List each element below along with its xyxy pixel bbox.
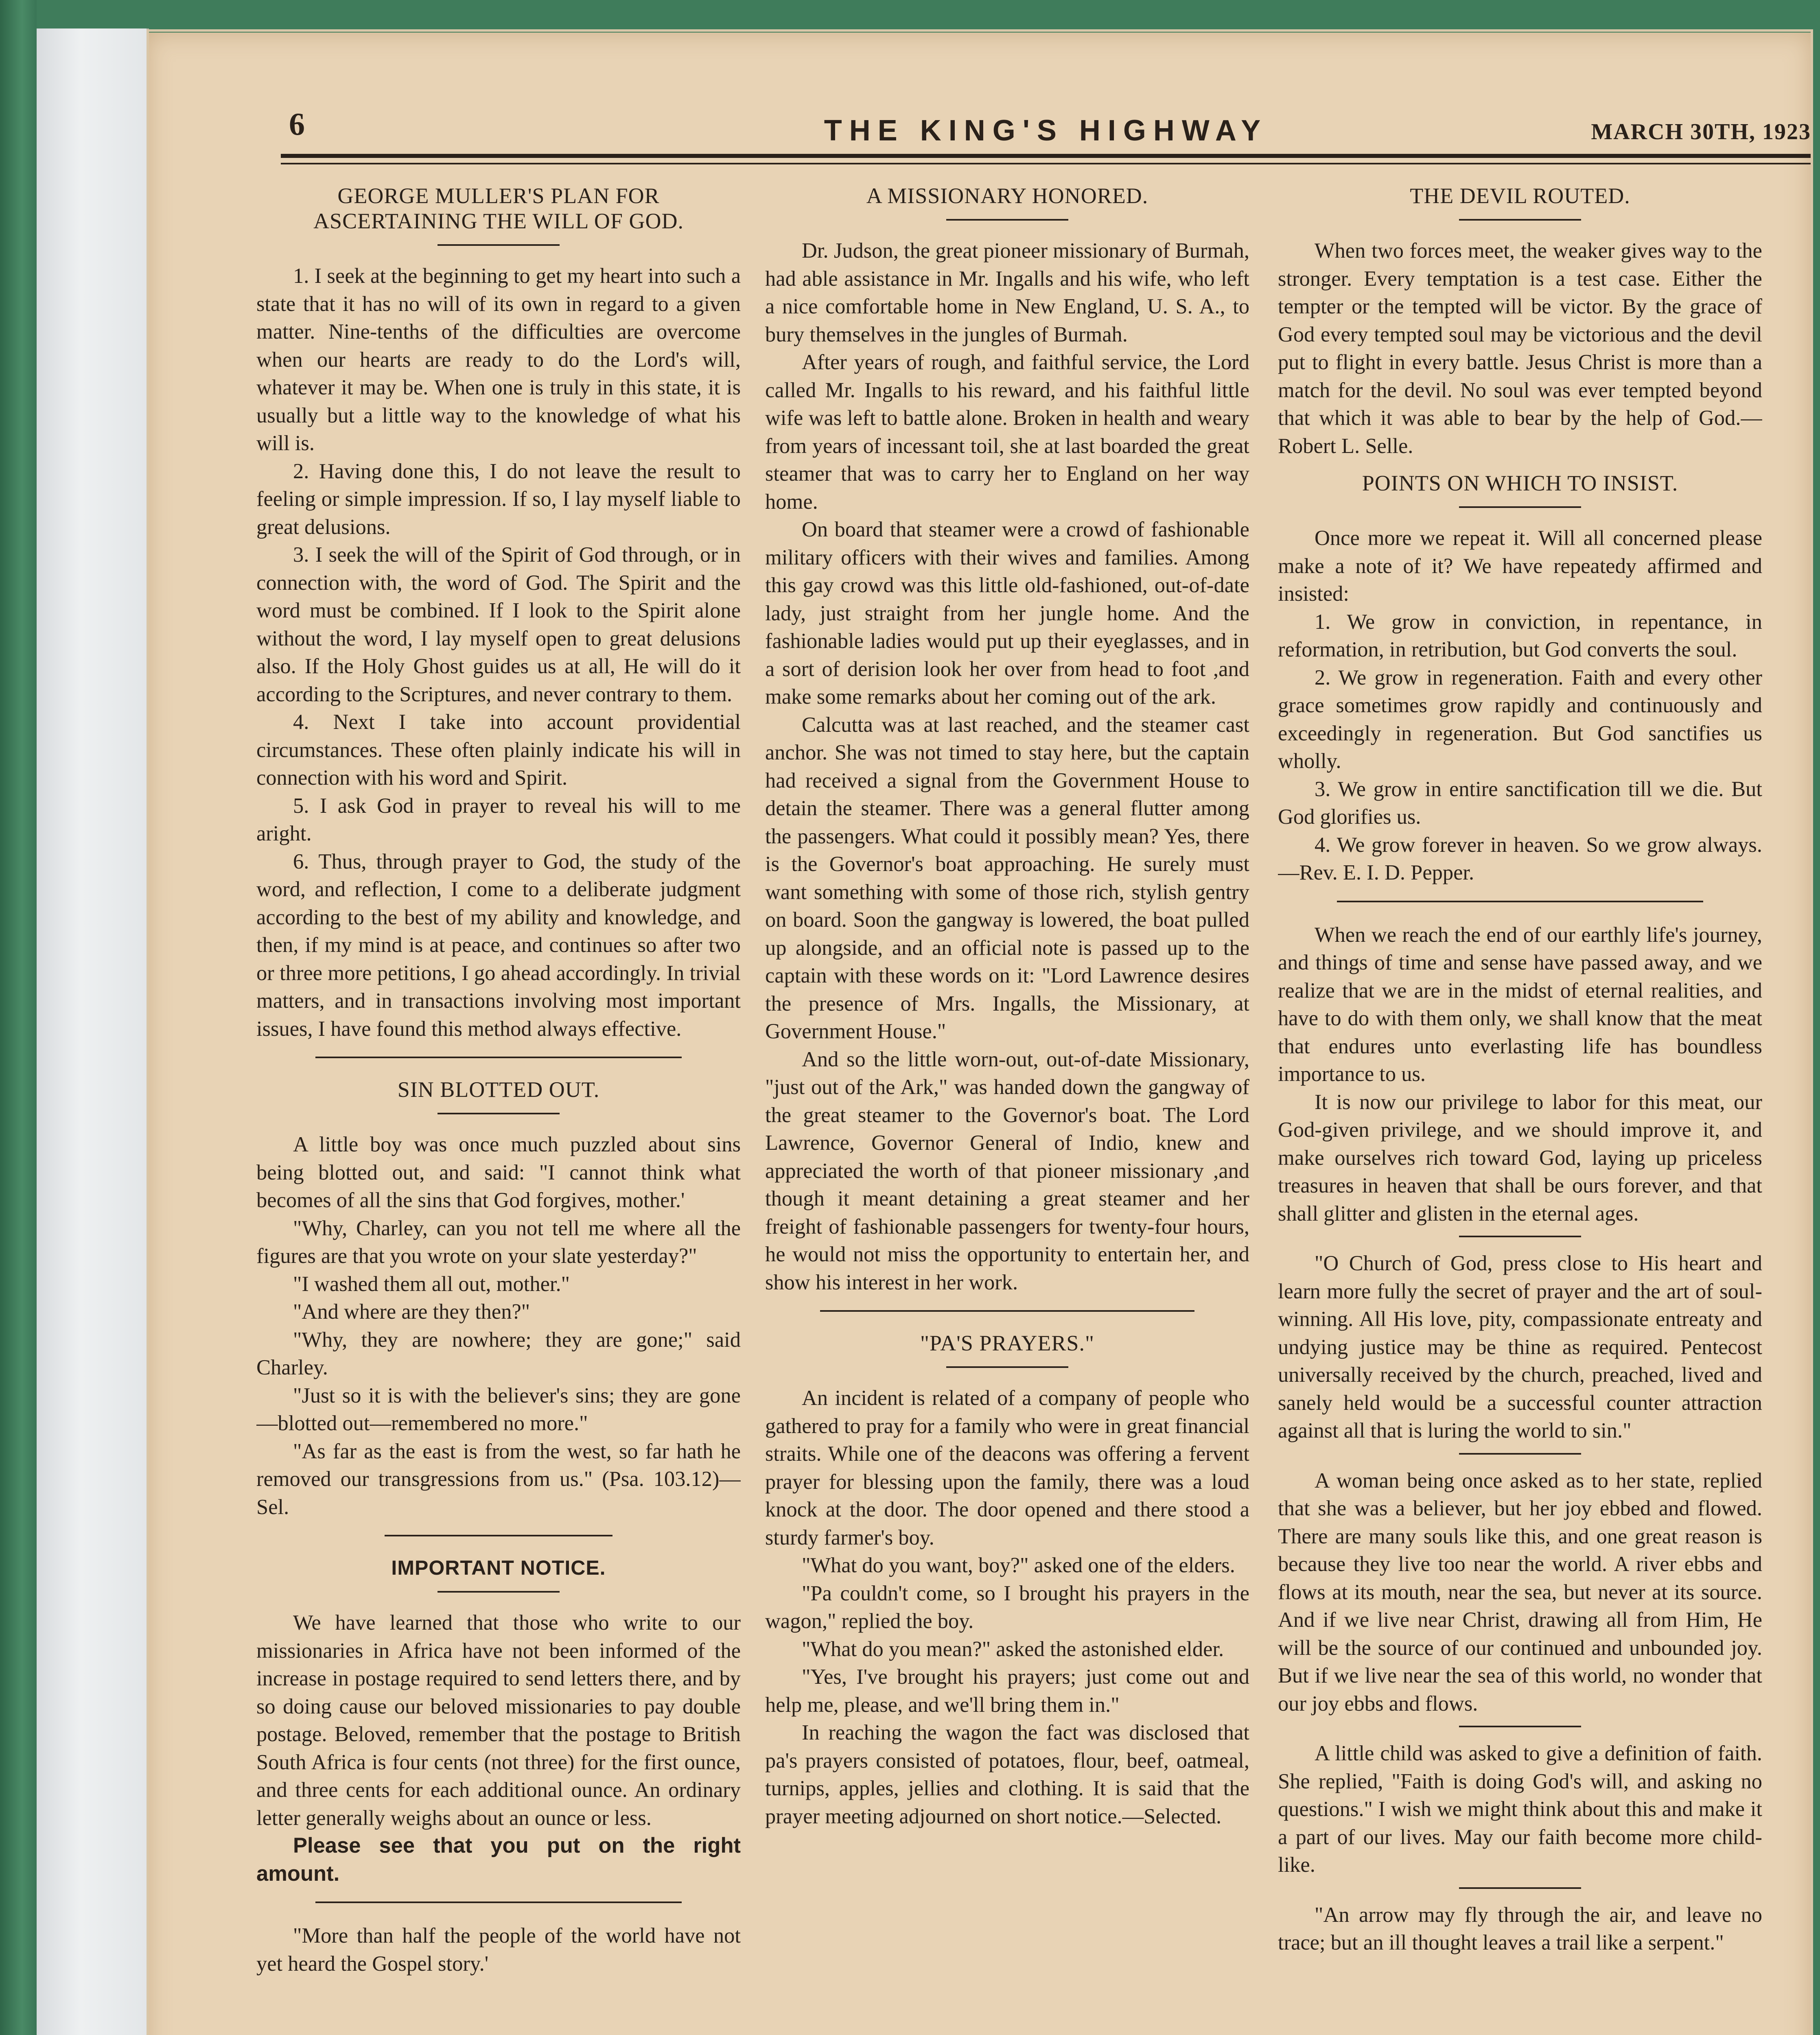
missionary-paragraph: After years of rough, and faithful service, the Lord called Mr. Ingalls to his reward, and his faithful little wife was left to battle alone. Broken in health and weary from years of incessant toil, she at last boarded the great steamer that was to carry her to England on her way home.: [765, 350, 1249, 514]
points-paragraph: Once more we repeat it. Will all concerned please make a note of it? We have repeatedy affirmed and insisted:: [1278, 526, 1762, 606]
points-paragraph: 3. We grow in entire sanctification till we die. But God glorifies us.: [1278, 777, 1762, 829]
divider: [438, 244, 560, 246]
article-title-prayers: "PA'S PRAYERS.": [920, 1331, 1095, 1355]
journey-paragraph: It is now our privilege to labor for this meat, our God-given privilege, and we should improve it, and make ourselves rich toward God, laying up priceless treasures in heaven that shall be ours forever, and that shall glitter and glisten in the eternal ages.: [1278, 1090, 1762, 1225]
divider: [1459, 1236, 1581, 1237]
article-title-missionary: A MISSIONARY HONORED.: [866, 184, 1148, 208]
divider: [438, 1591, 560, 1593]
notice-paragraph: We have learned that those who write to our missionaries in Africa have not been informed of the increase in postage required to send letters there, and by so doing cause our beloved missionaries to pay double postage. Beloved, remember that the postage to British South Africa is four cents (not three) for the first ounce, and three cents for each additional ounce. An ordinary letter generally weighs about an ounce or less.: [256, 1611, 741, 1830]
header-rule-thin: [281, 163, 1811, 164]
devil-paragraph: When two forces meet, the weaker gives way to the stronger. Every temptation is a test case. Either the tempter or the tempted will be victor. By the grace of God every tempted soul may be victorious and the devil put to flight in every battle. Jesus Christ is more than a match for the devil. No soul was ever tempted beyond that which it was able to bear by the help of God.—Robert L. Selle.: [1278, 239, 1762, 458]
missionary-paragraph: Calcutta was at last reached, and the steamer cast anchor. She was not timed to stay here, but the captain had received a signal from the Government House to detain the steamer. There was a general flutter among the passengers. What could it possibly mean? Yes, there is the Governor's boat approaching. He surely must want something with some of those rich, stylish gentry on board. Soon the gangway is lowered, the boat pulled up alongside, and an official note is passed up to the captain with these words on it: "Lord Lawrence desires the presence of Mrs. Ingalls, the Missionary, at Government House.": [765, 713, 1249, 1043]
column-1: [256, 183, 741, 2035]
sin-paragraph: "As far as the east is from the west, so far hath he removed our transgressions from us." (Psa. 103.12)—Sel.: [256, 1439, 741, 1519]
sin-paragraph: "Why, Charley, can you not tell me where all the figures are that you wrote on your slate yesterday?": [256, 1216, 741, 1268]
newspaper-page: [147, 33, 1811, 2035]
divider: [1459, 1726, 1581, 1727]
divider: [820, 1310, 1194, 1312]
article-title-muller: GEORGE MULLER'S PLAN FOR ASCERTAINING THE WILL OF GOD.: [313, 184, 684, 233]
sin-paragraph: "Just so it is with the believer's sins; they are gone—blotted out—remembered no more.": [256, 1383, 741, 1435]
prayers-paragraph: An incident is related of a company of people who gathered to pray for a family who were in great financial straits. While one of the deacons was offering a fervent prayer for blessing upon the family, there was a loud knock at the door. The door opened and there stood a sturdy farmer's boy.: [765, 1386, 1249, 1549]
closing-quote: "More than half the people of the world have not yet heard the Gospel story.': [256, 1924, 741, 1976]
divider: [315, 1902, 682, 1903]
missionary-paragraph: And so the little worn-out, out-of-date Missionary, "just out of the Ark," was handed down the gangway of the great steamer to the Governor's boat. The Lord Lawrence, Governor General of Indio, knew and appreciated the worth of that pioneer missionary ,and though it meant detaining a great steamer and her freight of fashionable passengers for twenty-four hours, he would not miss the opportunity to entertain her, and show his interest in her work.: [765, 1047, 1249, 1294]
church-paragraph: "O Church of God, press close to His heart and learn more fully the secret of prayer and the art of soul-winning. All His love, pity, compassionate entreaty and undying justice may be thine as required. Pentecost universally received by the church, preached, lived and sanely held would be a successful counter attraction against all that is luring the world to sin.": [1278, 1252, 1762, 1442]
sin-paragraph: "Why, they are nowhere; they are gone;" said Charley.: [256, 1328, 741, 1379]
divider: [385, 1535, 612, 1536]
article-title-sin: SIN BLOTTED OUT.: [397, 1077, 600, 1102]
prayers-paragraph: "Yes, I've brought his prayers; just come out and help me, please, and we'll bring them in.": [765, 1665, 1249, 1717]
header-rule-thick: [281, 154, 1811, 158]
muller-paragraph: 6. Thus, through prayer to God, the study of the word, and reflection, I come to a deliberate judgment according to the best of my ability and knowledge, and then, if my mind is at peace, and continues so after two or three more petitions, I go ahead accordingly. In trivial matters, and in transactions involving most important issues, I have found this method always effective.: [256, 849, 741, 1041]
divider: [946, 219, 1068, 221]
masthead: THE KING'S HIGHWAY: [824, 114, 1268, 147]
muller-paragraph: 3. I seek the will of the Spirit of God through, or in connection with, the word of God. The Spirit and the word must be combined. If I look to the Spirit alone without the word, I lay myself open to great delusions also. If the Holy Ghost guides us at all, He will do it according to the Scriptures, and never contrary to them.: [256, 543, 741, 706]
divider: [315, 1057, 682, 1058]
article-title-points: POINTS ON WHICH TO INSIST.: [1362, 471, 1678, 495]
divider: [438, 1113, 560, 1114]
divider: [1459, 1453, 1581, 1455]
page-header: [281, 98, 1811, 163]
sin-paragraph: A little boy was once much puzzled about sins being blotted out, and said: "I cannot think what becomes of all the sins that God forgives, mother.': [256, 1133, 741, 1212]
article-title-devil: THE DEVIL ROUTED.: [1410, 184, 1630, 208]
woman-paragraph: A woman being once asked as to her state, replied that she was a believer, but her joy ebbed and flowed. There are many souls like this, and one great reason is because they live too near the world. A river ebbs and flows at its mouth, near the sea, but never at its source. And if we live near Christ, drawing all from Him, He will be the source of our continued and unbounded joy. But if we live near the sea of this world, no wonder that our joy ebbs and flows.: [1278, 1468, 1762, 1716]
prayers-paragraph: "What do you mean?" asked the astonished elder.: [802, 1637, 1224, 1661]
points-paragraph: 4. We grow forever in heaven. So we grow always.—Rev. E. I. D. Pepper.: [1278, 833, 1762, 884]
flyleaf-page: [37, 28, 149, 2035]
arrow-paragraph: "An arrow may fly through the air, and leave no trace; but an ill thought leaves a trail like a serpent.": [1278, 1903, 1762, 1954]
article-title-notice: IMPORTANT NOTICE.: [391, 1556, 606, 1579]
muller-paragraph: 1. I seek at the beginning to get my heart into such a state that it has no will of its own in regard to a given matter. Nine-tenths of the difficulties are overcome when our hearts are ready to do the Lord's will, whatever it may be. When one is truly in this state, it is usually but a little way to the knowledge of what his will is.: [256, 264, 741, 455]
missionary-paragraph: Dr. Judson, the great pioneer missionary of Burmah, had able assistance in Mr. Ingalls and his wife, who left a nice comfortable home in New England, U. S. A., to bury themselves in the jungles of Burmah.: [765, 239, 1249, 346]
divider: [946, 1366, 1068, 1368]
page-number: 6: [289, 106, 305, 142]
child-paragraph: A little child was asked to give a definition of faith. She replied, "Faith is doing God's will, and asking no questions." I wish we might think about this and make it a part of our lives. May our faith become more child-like.: [1278, 1742, 1762, 1877]
muller-paragraph: 2. Having done this, I do not leave the result to feeling or simple impression. If so, I lay myself liable to great delusions.: [256, 459, 741, 539]
divider: [1337, 901, 1703, 902]
prayers-paragraph: "What do you want, boy?" asked one of the elders.: [802, 1554, 1235, 1577]
sin-paragraph: "I washed them all out, mother.": [293, 1272, 570, 1296]
prayers-paragraph: "Pa couldn't come, so I brought his prayers in the wagon," replied the boy.: [765, 1581, 1249, 1633]
journey-paragraph: When we reach the end of our earthly life's journey, and things of time and sense have passed away, and we realize that we are in the midst of eternal realities, and have to do with them only, we shall know that the meat that endures unto everlasting life has boundless importance to us.: [1278, 923, 1762, 1086]
column-3: [1278, 183, 1762, 2035]
missionary-paragraph: On board that steamer were a crowd of fashionable military officers with their wives and families. Among this gay crowd was this little old-fashioned, out-of-date lady, just straight from her jungle home. And the fashionable ladies would put up their eyeglasses, and in a sort of derision look her over from head to foot ,and make some remarks about her coming out of the ark.: [765, 518, 1249, 709]
issue-date: MARCH 30TH, 1923: [1591, 119, 1811, 144]
points-paragraph: 1. We grow in conviction, in repentance, in reformation, in retribution, but God converts the soul.: [1278, 610, 1762, 661]
muller-paragraph: 5. I ask God in prayer to reveal his will to me aright.: [256, 794, 741, 845]
column-2: [765, 183, 1249, 2035]
points-paragraph: 2. We grow in regeneration. Faith and every other grace sometimes grow rapidly and continuously and exceedingly in regeneration. But God sanctifies us wholly.: [1278, 665, 1762, 773]
prayers-paragraph: In reaching the wagon the fact was disclosed that pa's prayers consisted of potatoes, flour, beef, oatmeal, turnips, apples, jellies and clothing. It is said that the prayer meeting adjourned on short notice.—Selected.: [765, 1721, 1249, 1828]
divider: [1459, 506, 1581, 508]
divider: [1459, 1887, 1581, 1889]
notice-bold-line: Please see that you put on the right amount.: [256, 1834, 741, 1886]
book-binding: [0, 0, 37, 2035]
muller-paragraph: 4. Next I take into account providential circumstances. These often plainly indicate his will in connection with his word and Spirit.: [256, 710, 741, 790]
sin-paragraph: "And where are they then?": [293, 1300, 530, 1324]
divider: [1459, 219, 1581, 221]
